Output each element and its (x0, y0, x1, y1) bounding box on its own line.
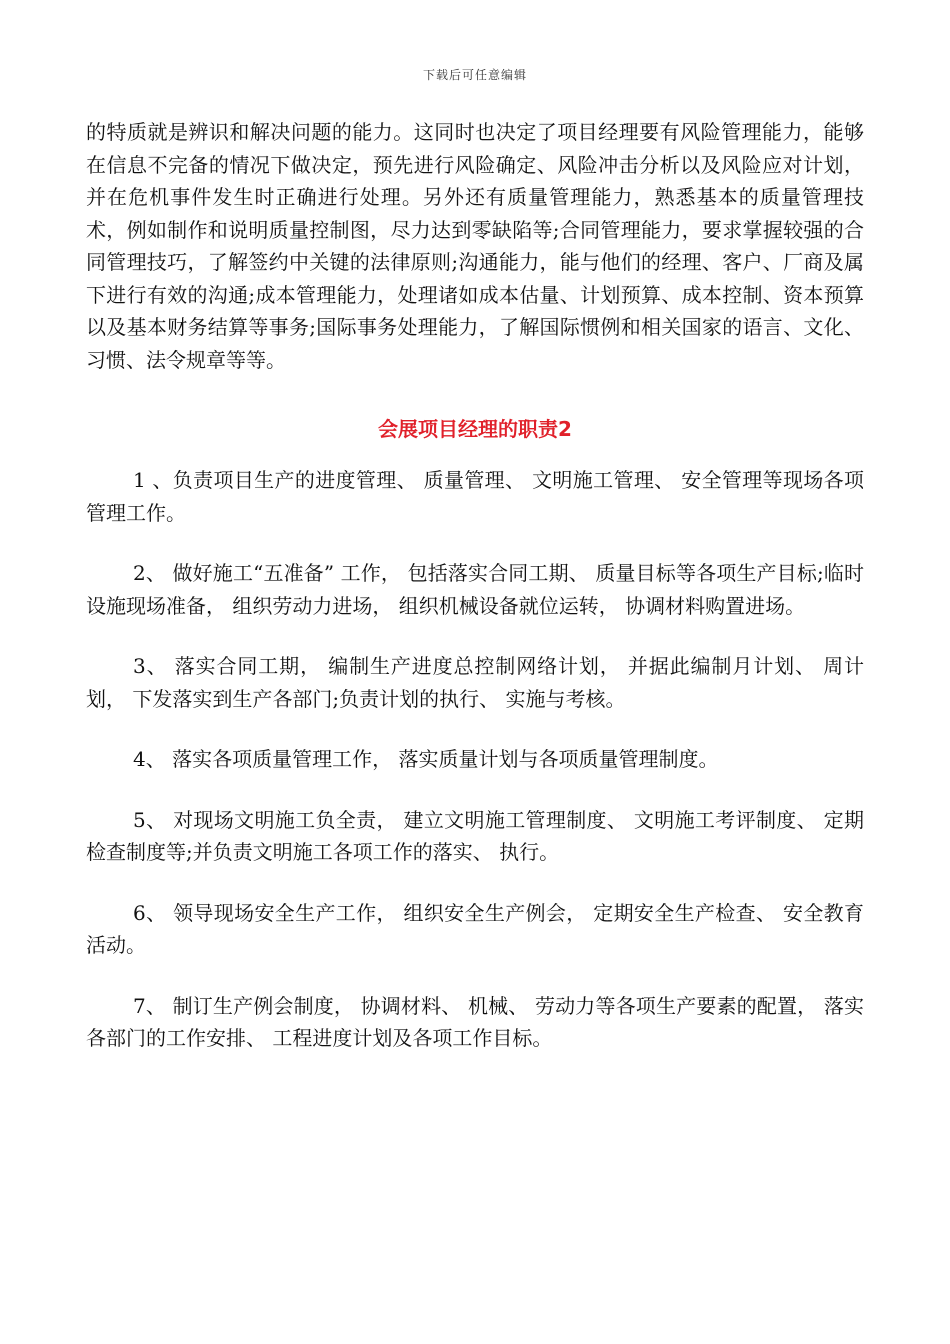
section-title: 会展项目经理的职责2 (378, 417, 572, 441)
duty-item-2: 2、 做好施工“五准备” 工作， 包括落实合同工期、 质量目标等各项生产目标;临时设施现场准备， 组织劳动力进场， 组织机械设备就位运转， 协调材料购置进场。 (86, 561, 864, 618)
duty-item-5: 5、 对现场文明施工负全责， 建立文明施工管理制度、 文明施工考评制度、 定期检查制度等;并负责文明施工各项工作的落实、 执行。 (86, 807, 864, 864)
document-body (86, 116, 864, 1055)
page-header-note: 下载后可任意编辑 (422, 68, 527, 82)
duty-item-3: 3、 落实合同工期， 编制生产进度总控制网络计划， 并据此编制月计划、 周计划， 下发落实到生产各部门;负责计划的执行、 实施与考核。 (86, 654, 864, 711)
duty-item-7: 7、 制订生产例会制度， 协调材料、 机械、 劳动力等各项生产要素的配置， 落实各部门的工作安排、 工程进度计划及各项工作目标。 (86, 993, 864, 1050)
intro-paragraph: 的特质就是辨识和解决问题的能力。这同时也决定了项目经理要有风险管理能力，能够在信息不完备的情况下做决定，预先进行风险确定、风险冲击分析以及风险应对计划，并在危机事件发生时正确进行处理。另外还有质量管理能力，熟悉基本的质量管理技术，例如制作和说明质量控制图，尽力达到零缺陷等;合同管理能力，要求掌握较强的合同管理技巧，了解签约中关键的法律原则;沟通能力，能与他们的经理、客户、厂商及属下进行有效的沟通;成本管理能力，处理诸如成本估量、计划预算、成本控制、资本预算以及基本财务结算等事务;国际事务处理能力，了解国际惯例和相关国家的语言、文化、习惯、法令规章等等。 (86, 120, 864, 372)
duty-item-1: 1 、负责项目生产的进度管理、 质量管理、 文明施工管理、 安全管理等现场各项管理工作。 (86, 468, 864, 525)
duty-item-4: 4、 落实各项质量管理工作， 落实质量计划与各项质量管理制度。 (133, 747, 719, 771)
duty-item-6: 6、 领导现场安全生产工作， 组织安全生产例会， 定期安全生产检查、 安全教育活动。 (86, 900, 864, 957)
